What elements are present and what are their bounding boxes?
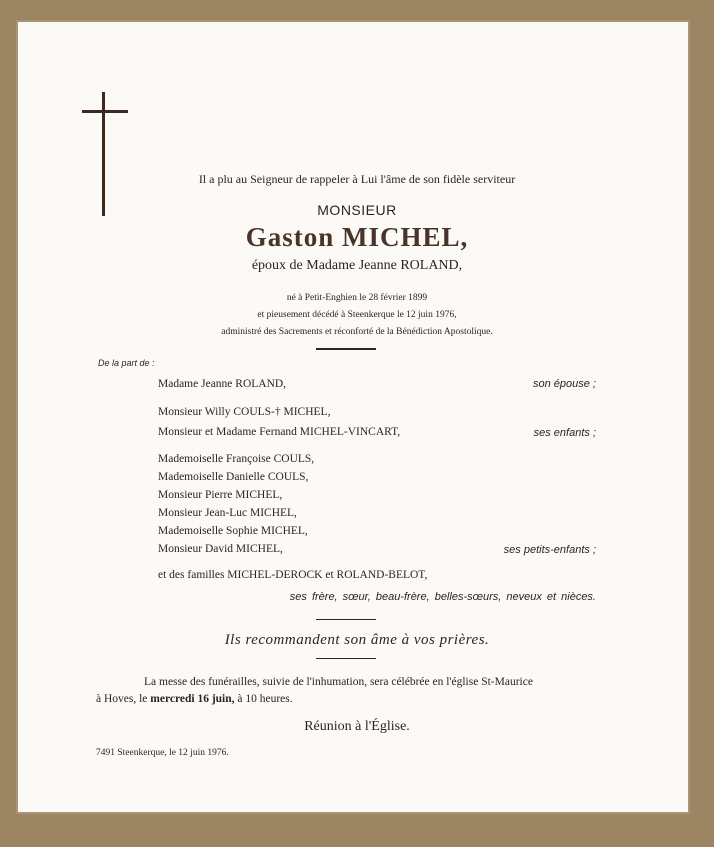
prayer-line: Ils recommandent son âme à vos prières. — [224, 632, 490, 648]
relation-extended: ses frère, sœur, beau-frère, belles-sœurs, neveux et nièces. — [289, 591, 596, 603]
mass-line-2 — [96, 693, 293, 705]
birth-line: né à Petit-Enghien le 28 février 1899 — [286, 293, 428, 303]
divider — [316, 348, 376, 350]
relation-children: ses enfants ; — [533, 427, 596, 439]
family-grandchild: Monsieur Jean-Luc MICHEL, — [158, 507, 297, 519]
family-child: Monsieur et Madame Fernand MICHEL-VINCART, — [158, 426, 401, 438]
spouse-line: époux de Madame Jeanne ROLAND, — [251, 258, 463, 273]
relation-spouse: son épouse ; — [533, 378, 596, 390]
family-grandchild: Mademoiselle Françoise COULS, — [158, 453, 315, 465]
family-grandchild: Monsieur Pierre MICHEL, — [158, 489, 283, 501]
deceased-name: Gaston MICHEL, — [245, 222, 469, 252]
from-label: De la part de : — [98, 358, 155, 368]
family-grandchild: Mademoiselle Danielle COULS, — [158, 471, 309, 483]
honorific: MONSIEUR — [317, 202, 397, 218]
family-child: Monsieur Willy COULS-† MICHEL, — [158, 406, 331, 418]
cross-icon-bar — [82, 110, 128, 113]
divider — [316, 658, 376, 659]
death-line: et pieusement décédé à Steenkerque le 12 juin 1976, — [257, 310, 457, 320]
details-block — [0, 290, 714, 341]
extended-families: et des familles MICHEL-DEROCK et ROLAND-BELOT, — [158, 569, 428, 581]
divider — [316, 619, 376, 620]
sacraments-line: administré des Sacrements et réconforté de la Bénédiction Apostolique. — [221, 327, 493, 337]
mass-location: à Hoves, le — [96, 693, 148, 705]
mass-date: mercredi 16 juin, — [150, 693, 235, 705]
family-grandchild: Monsieur David MICHEL, — [158, 543, 283, 555]
mass-time: à 10 heures. — [237, 693, 293, 705]
family-spouse: Madame Jeanne ROLAND, — [158, 378, 287, 390]
mass-line-1: La messe des funérailles, suivie de l'inhumation, sera célébrée en l'église St-Maurice — [144, 676, 533, 688]
intro-text: Il a plu au Seigneur de rappeler à Lui l'âme de son fidèle serviteur — [198, 172, 516, 186]
relation-grandchildren: ses petits-enfants ; — [503, 544, 596, 556]
place-date: 7491 Steenkerque, le 12 juin 1976. — [96, 748, 229, 758]
family-grandchild: Mademoiselle Sophie MICHEL, — [158, 525, 308, 537]
reunion-line: Réunion à l'Église. — [304, 719, 410, 734]
